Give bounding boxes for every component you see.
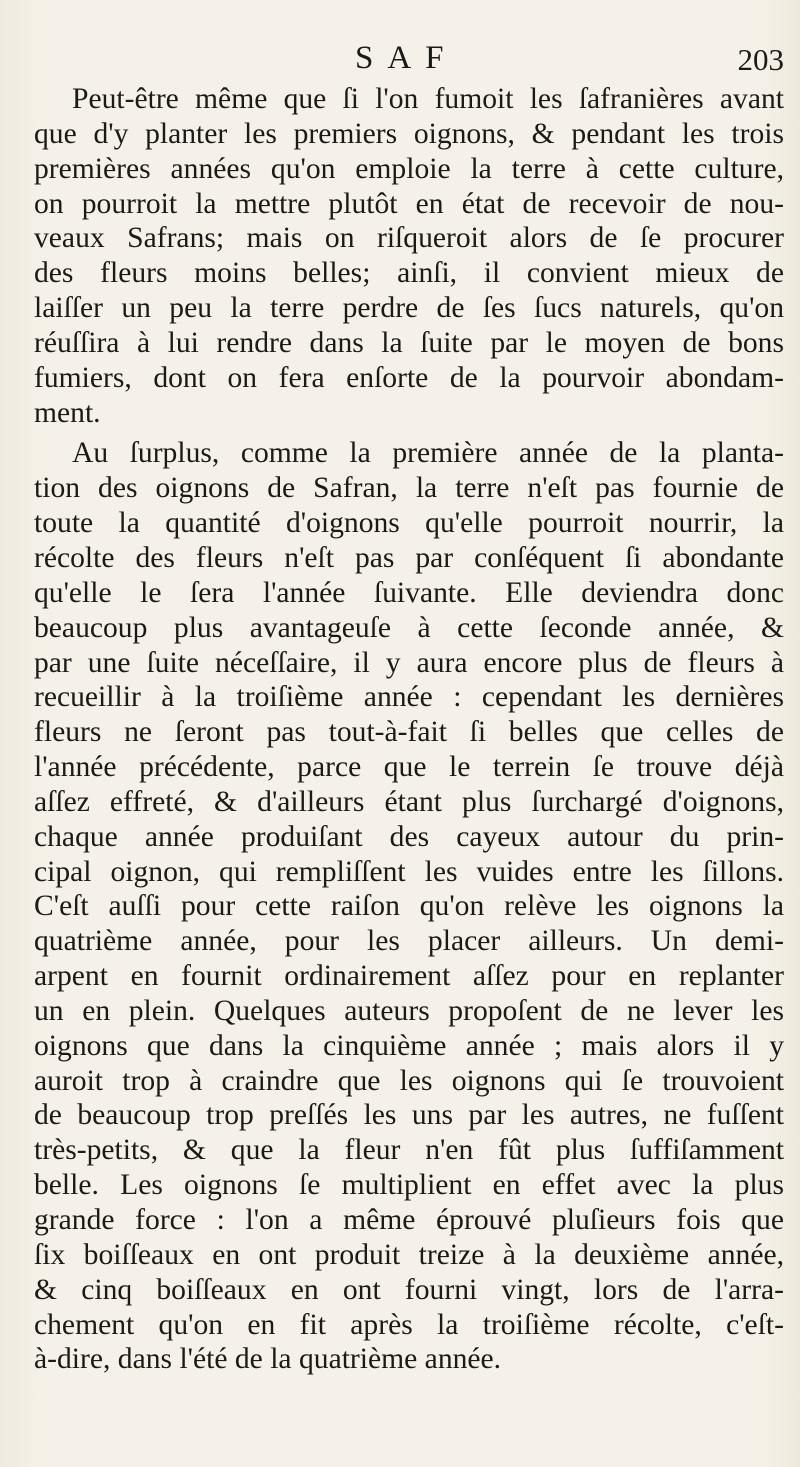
text-line: récolte des fleurs n'eſt pas par conſéquent ſi abondante xyxy=(34,541,784,574)
text-line: arpent en fournit ordinairement aſſez pour en replanter xyxy=(34,960,784,993)
text-line: grande force : l'on a même éprouvé pluſieurs fois que xyxy=(34,1204,784,1236)
text-line: l'année précédente, parce que le terrein ſe trouve déjà xyxy=(34,751,784,784)
text-line: Peut-être même que ſi l'on fumoit les ſafranières avant xyxy=(72,83,784,115)
text-line: des fleurs moins belles; ainſi, il convient mieux de xyxy=(34,257,784,290)
text-line: & cinq boiſſeaux en ont fourni vingt, lors de l'arra- xyxy=(34,1273,784,1306)
text-line: très-petits, & que la fleur n'en fût plus ſuffiſamment xyxy=(34,1134,784,1167)
text-line: un en plein. Quelques auteurs propoſent de ne lever les xyxy=(34,994,784,1027)
text-line: tion des oignons de Safran, la terre n'eſt pas fournie de xyxy=(34,472,784,505)
text-line: chaque année produiſant des cayeux autour du prin- xyxy=(34,820,784,853)
text-line: toute la quantité d'oignons qu'elle pourroit nourrir, la xyxy=(34,507,784,540)
running-head: SAF xyxy=(355,40,458,76)
text-line: à-dire, dans l'été de la quatrième année. xyxy=(34,1343,502,1376)
text-line: recueillir à la troiſième année : cependant les dernières xyxy=(34,681,784,714)
text-line: cipal oignon, qui rempliſſent les vuides entre les ſillons. xyxy=(34,855,784,888)
text-line: beaucoup plus avantageuſe à cette ſeconde année, & xyxy=(34,611,784,644)
text-line: auroit trop à craindre que les oignons qui ſe trouvoient xyxy=(34,1064,784,1097)
text-line: fleurs ne ſeront pas tout-à-fait ſi belles que celles de xyxy=(34,716,784,749)
text-line: Au ſurplus, comme la première année de la planta- xyxy=(72,437,784,470)
body-text xyxy=(34,82,784,1377)
paragraph xyxy=(34,436,784,1377)
text-line: C'eſt auſſi pour cette raiſon qu'on relève les oignons la xyxy=(34,890,784,923)
text-line: chement qu'on en fit après la troiſième récolte, c'eſt- xyxy=(34,1308,784,1341)
paragraph xyxy=(34,82,784,430)
text-line: réuſſira à lui rendre dans la ſuite par le moyen de bons xyxy=(34,326,784,359)
text-line: ſix boiſſeaux en ont produit treize à la deuxième année, xyxy=(34,1238,784,1271)
text-line: de beaucoup trop preſſés les uns par les autres, ne fuſſent xyxy=(34,1099,784,1132)
text-line: qu'elle le ſera l'année ſuivante. Elle deviendra donc xyxy=(34,576,784,609)
text-line: ment. xyxy=(34,396,101,429)
text-line: quatrième année, pour les placer ailleurs. Un demi- xyxy=(34,925,784,958)
text-line: on pourroit la mettre plutôt en état de recevoir de nou- xyxy=(34,187,784,220)
text-line: oignons que dans la cinquième année ; mais alors il y xyxy=(34,1029,784,1062)
text-line: premières années qu'on emploie la terre à cette culture, xyxy=(34,152,784,185)
text-line: que d'y planter les premiers oignons, & pendant les trois xyxy=(34,117,784,150)
text-line: aſſez effreté, & d'ailleurs étant plus ſurchargé d'oignons, xyxy=(34,785,784,818)
text-line: par une ſuite néceſſaire, il y aura encore plus de fleurs à xyxy=(34,646,784,679)
text-line: veaux Safrans; mais on riſqueroit alors de ſe procurer xyxy=(34,222,784,255)
text-line: fumiers, dont on fera enſorte de la pourvoir abondam- xyxy=(34,361,784,394)
text-line: belle. Les oignons ſe multiplient en effet avec la plus xyxy=(34,1169,784,1202)
page-number: 203 xyxy=(737,42,784,77)
text-line: laiſſer un peu la terre perdre de ſes ſucs naturels, qu'on xyxy=(34,292,784,325)
